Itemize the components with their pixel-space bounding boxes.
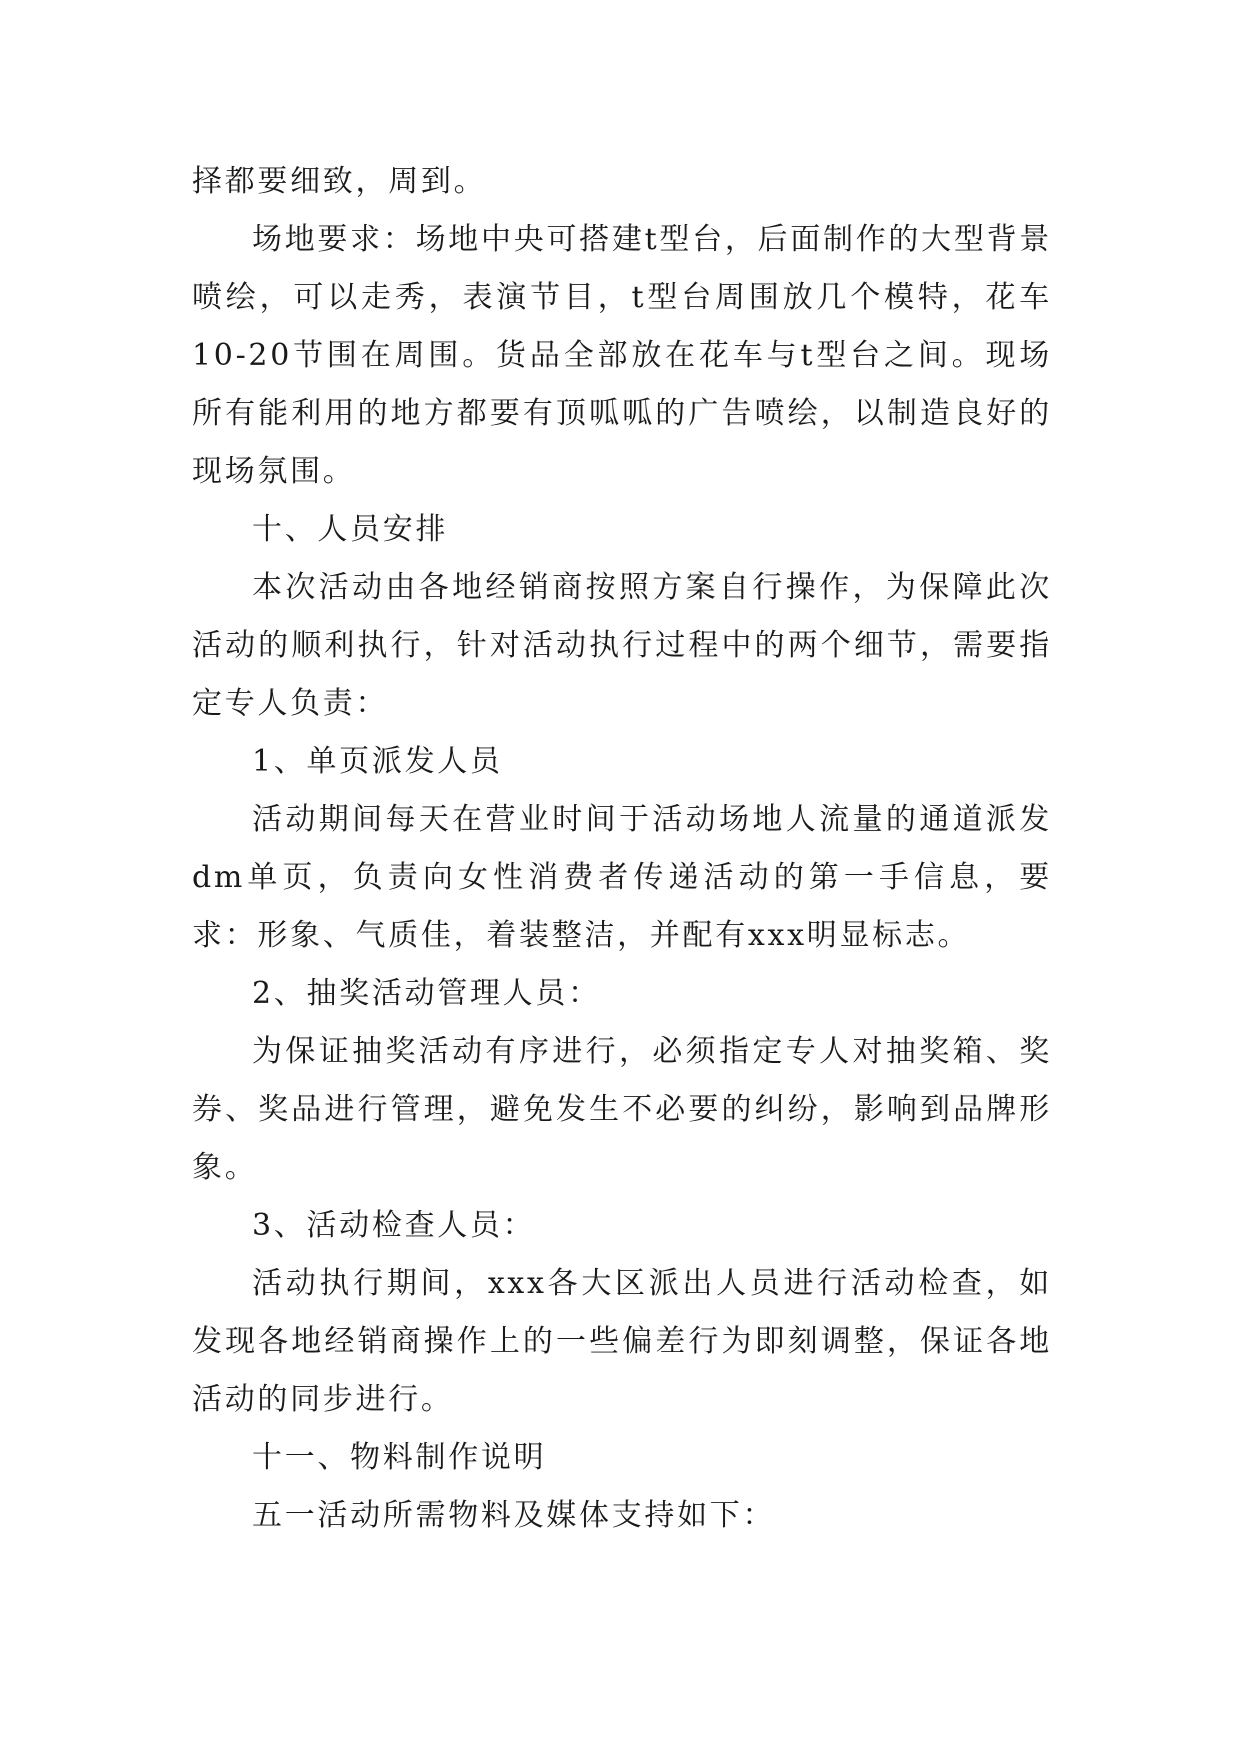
heading-materials: 十一、物料制作说明 [252,1440,547,1475]
paragraph-inspection-staff: 活动执行期间，xxx各大区派出人员进行活动检查，如发现各地经销商操作上的一些偏差行为即刻调整，保证各地活动的同步进行。 [192,1266,1052,1417]
document-body [192,153,1052,1545]
heading-staffing: 十、人员安排 [252,512,449,547]
paragraph-materials-intro: 五一活动所需物料及媒体支持如下： [252,1498,776,1533]
subheading-flyer-staff: 1、单页派发人员 [252,744,503,779]
paragraph-lottery-staff: 为保证抽奖活动有序进行，必须指定专人对抽奖箱、奖券、奖品进行管理，避免发生不必要的纠纷，影响到品牌形象。 [192,1034,1052,1185]
paragraph-venue-requirements: 场地要求：场地中央可搭建t型台，后面制作的大型背景喷绘，可以走秀，表演节目，t型台周围放几个模特，花车10-20节围在周围。货品全部放在花车与t型台之间。现场所有能利用的地方都要有顶呱呱的广告喷绘，以制造良好的现场氛围。 [192,222,1052,489]
subheading-inspection-staff: 3、活动检查人员： [252,1208,536,1243]
paragraph-staffing-intro: 本次活动由各地经销商按照方案自行操作，为保障此次活动的顺利执行，针对活动执行过程中的两个细节，需要指定专人负责： [192,570,1052,721]
paragraph-flyer-staff: 活动期间每天在营业时间于活动场地人流量的通道派发dm单页，负责向女性消费者传递活动的第一手信息，要求：形象、气质佳，着装整洁，并配有xxx明显标志。 [192,802,1052,953]
paragraph-continuation: 择都要细致，周到。 [192,164,487,199]
subheading-lottery-staff: 2、抽奖活动管理人员： [252,976,601,1011]
